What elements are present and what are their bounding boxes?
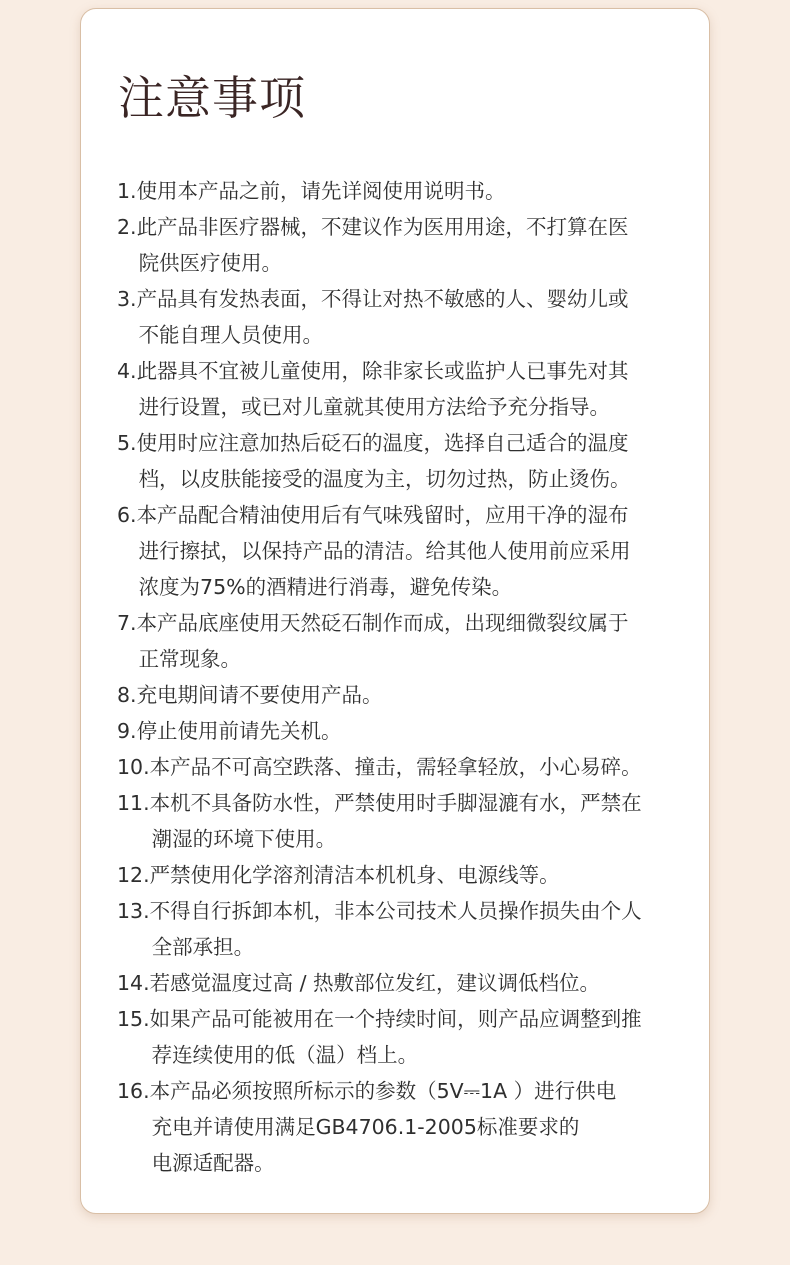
- note-line: 进行设置，或已对儿童就其使用方法给予充分指导。: [138, 395, 611, 419]
- note-line: 产品具有发热表面，不得让对热不敏感的人、婴幼儿或: [136, 287, 629, 311]
- note-text: [137, 713, 342, 749]
- note-item: [117, 281, 697, 353]
- note-number: 8.: [117, 683, 137, 707]
- note-item: [117, 893, 697, 965]
- note-line: 本机不具备防水性，严禁使用时手脚湿漉有水，严禁在: [149, 791, 642, 815]
- page-title: 注意事项: [118, 71, 306, 125]
- note-text: [137, 605, 629, 677]
- notes-list: [117, 173, 697, 1181]
- note-line: 正常现象。: [138, 647, 242, 671]
- note-text: [150, 1073, 617, 1181]
- note-item: [117, 425, 697, 497]
- note-line: 使用时应注意加热后砭石的温度，选择自己适合的温度: [136, 431, 629, 455]
- note-line: 本产品不可高空跌落、撞击，需轻拿轻放，小心易碎。: [149, 755, 642, 779]
- note-item: [117, 857, 697, 893]
- note-line: 此产品非医疗器械，不建议作为医用用途，不打算在医: [136, 215, 629, 239]
- note-number: 14.: [117, 971, 150, 995]
- note-item: [117, 605, 697, 677]
- note-line: 浓度为75%的酒精进行消毒，避免传染。: [138, 575, 513, 599]
- note-line: 若感觉温度过高 / 热敷部位发红，建议调低档位。: [149, 971, 601, 995]
- note-line: 不能自理人员使用。: [138, 323, 324, 347]
- note-number: 2.: [117, 215, 137, 239]
- note-item: [117, 785, 697, 857]
- note-item: [117, 749, 697, 785]
- note-line: 档，以皮肤能接受的温度为主，切勿过热，防止烫伤。: [138, 467, 631, 491]
- note-line: 潮湿的环境下使用。: [151, 827, 337, 851]
- note-line: 院供医疗使用。: [138, 251, 283, 275]
- note-text: [137, 497, 631, 605]
- note-number: 13.: [117, 899, 150, 923]
- note-text: [137, 209, 629, 281]
- note-text: [137, 353, 629, 425]
- note-text: [150, 785, 642, 857]
- note-line: 使用本产品之前，请先详阅使用说明书。: [136, 179, 506, 203]
- note-text: [137, 281, 629, 353]
- note-line: 本产品配合精油使用后有气味残留时，应用干净的湿布: [136, 503, 629, 527]
- note-number: 6.: [117, 503, 137, 527]
- note-item: [117, 173, 697, 209]
- note-line: 如果产品可能被用在一个持续时间，则产品应调整到推: [149, 1007, 642, 1031]
- note-text: [150, 1001, 642, 1073]
- note-line: 进行擦拭，以保持产品的清洁。给其他人使用前应采用: [138, 539, 631, 563]
- note-line: 此器具不宜被儿童使用，除非家长或监护人已事先对其: [136, 359, 629, 383]
- note-text: [137, 677, 383, 713]
- notice-card: [80, 8, 710, 1214]
- note-number: 15.: [117, 1007, 150, 1031]
- note-line: 电源适配器。: [151, 1151, 275, 1175]
- note-number: 16.: [117, 1079, 150, 1103]
- note-number: 3.: [117, 287, 137, 311]
- note-item: [117, 1001, 697, 1073]
- note-item: [117, 713, 697, 749]
- note-line: 全部承担。: [151, 935, 255, 959]
- note-item: [117, 677, 697, 713]
- note-line: 充电期间请不要使用产品。: [136, 683, 383, 707]
- note-number: 5.: [117, 431, 137, 455]
- note-line: 停止使用前请先关机。: [136, 719, 342, 743]
- note-number: 12.: [117, 863, 150, 887]
- note-text: [150, 893, 642, 965]
- note-number: 4.: [117, 359, 137, 383]
- note-text: [137, 173, 506, 209]
- note-number: 1.: [117, 179, 137, 203]
- note-number: 11.: [117, 791, 150, 815]
- note-item: [117, 1073, 697, 1181]
- note-line: 本产品必须按照所标示的参数（5V⎓1A ）进行供电: [149, 1079, 617, 1103]
- note-line: 不得自行拆卸本机，非本公司技术人员操作损失由个人: [149, 899, 642, 923]
- note-text: [137, 425, 631, 497]
- note-text: [150, 749, 642, 785]
- note-line: 严禁使用化学溶剂清洁本机机身、电源线等。: [149, 863, 560, 887]
- note-number: 10.: [117, 755, 150, 779]
- note-text: [150, 965, 600, 1001]
- note-line: 荐连续使用的低（温）档上。: [151, 1043, 419, 1067]
- note-line: 本产品底座使用天然砭石制作而成，出现细微裂纹属于: [136, 611, 629, 635]
- note-item: [117, 965, 697, 1001]
- note-line: 充电并请使用满足GB4706.1-2005标准要求的: [151, 1115, 580, 1139]
- note-item: [117, 209, 697, 281]
- note-item: [117, 353, 697, 425]
- note-number: 9.: [117, 719, 137, 743]
- note-number: 7.: [117, 611, 137, 635]
- note-text: [150, 857, 560, 893]
- note-item: [117, 497, 697, 605]
